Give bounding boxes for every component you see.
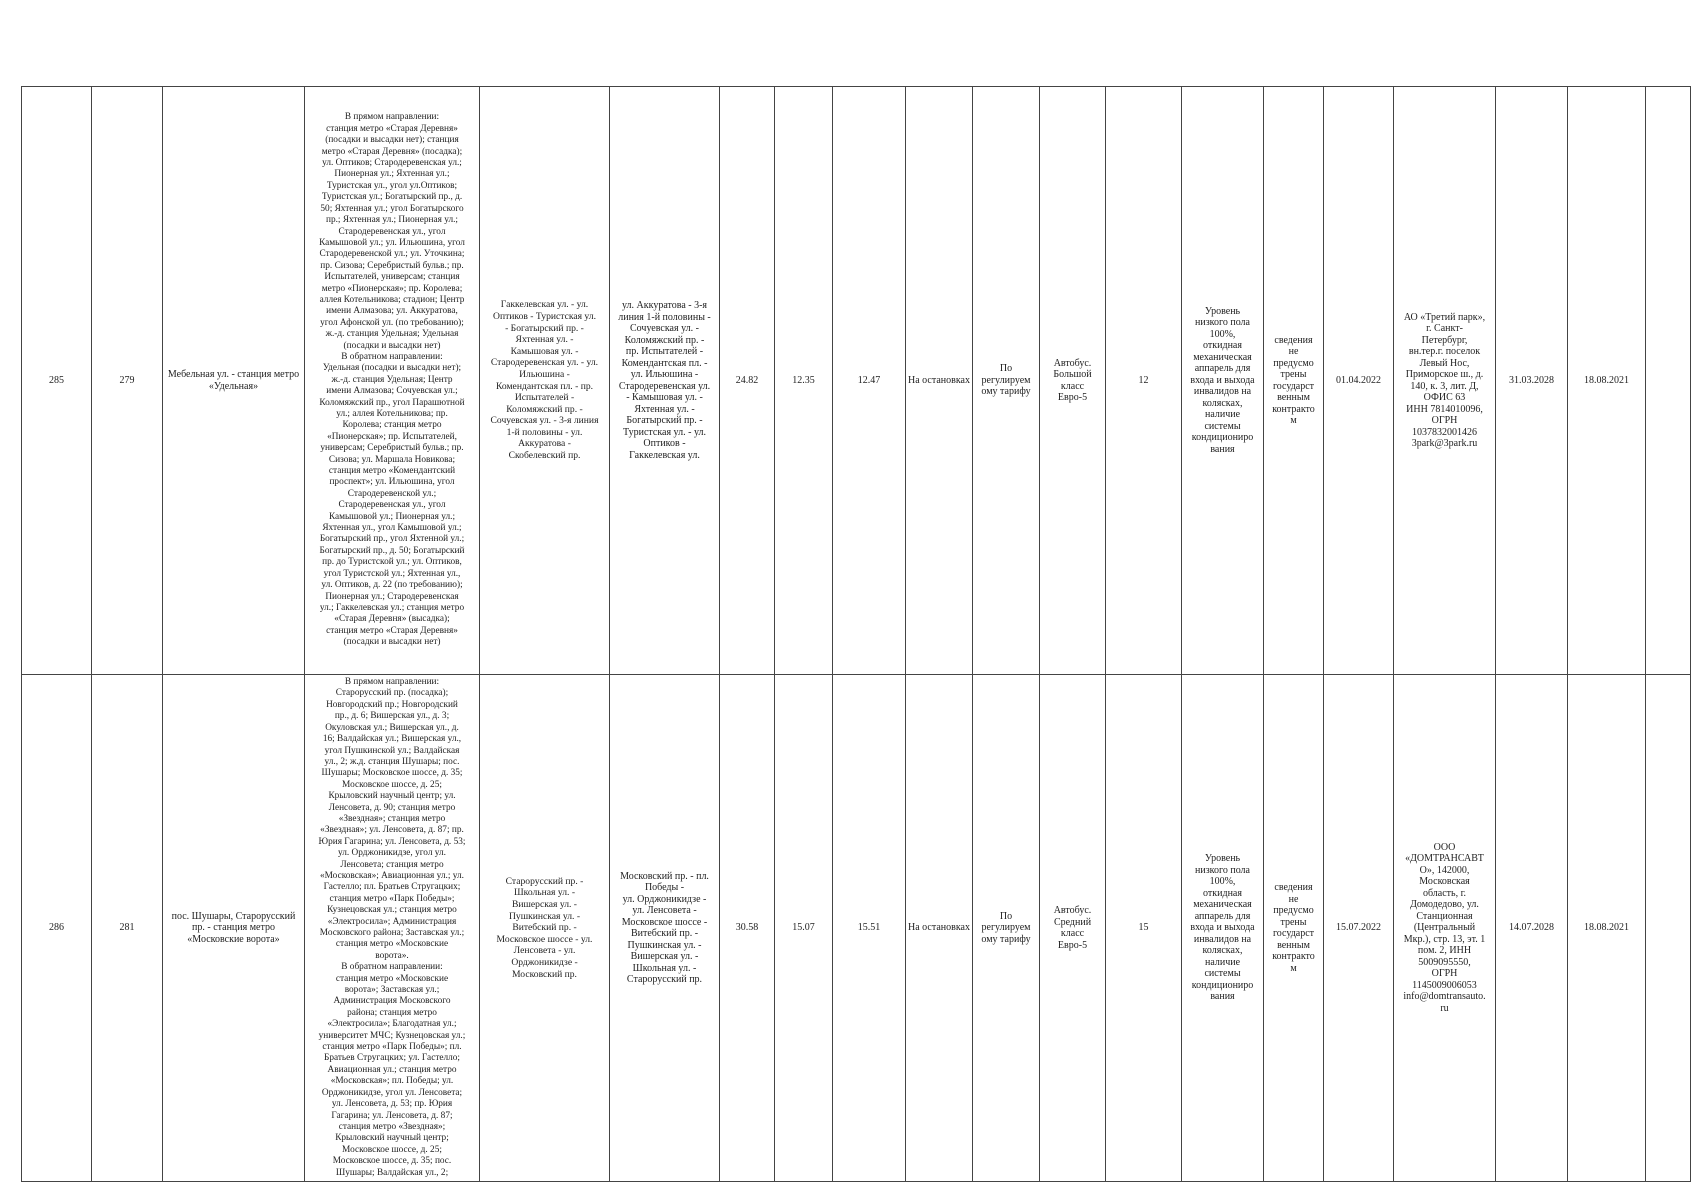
- cell-text-line: (посадки и высадки нет): [343, 340, 441, 351]
- cell-text-line: класс: [1060, 928, 1085, 939]
- cell-text-line: Автобус.: [1053, 357, 1092, 369]
- cell-text-line: университет МЧС; Кузнецовская ул.;: [318, 1030, 466, 1041]
- cell-text-line: государст: [1272, 380, 1315, 392]
- cell-text-line: Школьная ул. -: [632, 962, 697, 974]
- cell-text-line: Уровень: [1204, 305, 1241, 317]
- cell-text-line: Витебский пр. -: [512, 922, 577, 934]
- cell-text-line: ООО: [1433, 841, 1456, 853]
- cell-text-line: Победы -: [644, 882, 685, 893]
- cell-text-line: Яхтенная ул., угол Камышовой ул.;: [322, 523, 462, 534]
- cell-text-line: низкого пола: [1194, 864, 1250, 876]
- cell-text-line: колясках,: [1202, 397, 1243, 409]
- cell-text-line: Евро-5: [1057, 939, 1088, 951]
- cell-text-line: - Богатырский пр. -: [505, 322, 584, 334]
- cell-text-line: станция метро «Старая Деревня»: [326, 625, 458, 636]
- cell-text-line: аппарель для: [1194, 910, 1251, 922]
- route-number-cell: 279: [92, 87, 163, 675]
- cell-text-line: «Московская»; пл. Победы; ул.: [330, 1076, 454, 1087]
- cell-text-line: Авиационная ул.; станция метро: [327, 1064, 457, 1075]
- start-date-cell: 01.04.2022: [1324, 87, 1394, 675]
- vehicle-features-cell: [1182, 675, 1264, 1182]
- cell-text-line: ул. Ильюшина -: [630, 369, 699, 380]
- cell-text-line: системы: [1204, 968, 1241, 980]
- cell-text-line: станция метро «Московские: [335, 939, 449, 950]
- cell-text-line: Ленсовета; станция метро: [340, 859, 444, 870]
- cell-text-line: трены: [1280, 369, 1307, 380]
- cell-text-line: Гаккелевская ул. - ул.: [500, 299, 589, 311]
- cell-text-line: ж.-д. станция Удельная; Удельная: [325, 329, 459, 340]
- table-row: [22, 675, 1691, 1182]
- cell-text-line: района; станция метро: [347, 1007, 437, 1018]
- cell-text-line: Стародеревенской ул.; ул. Уточкина;: [319, 249, 465, 260]
- cell-text-line: пр. до Туристской ул.; ул. Оптиков,: [322, 557, 462, 568]
- cell-text-line: инвалидов на: [1193, 933, 1252, 945]
- cell-text-line: Сочуевская ул. - 3-я линия: [490, 415, 599, 427]
- cell-text-line: государст: [1272, 928, 1315, 939]
- cell-text-line: ОГРН: [1431, 415, 1458, 426]
- cell-text-line: (Центральный: [1413, 922, 1476, 934]
- route-name-cell: Мебельная ул. - станция метро «Удельная»: [163, 87, 305, 675]
- cell-text-line: АО «Третий парк»,: [1403, 311, 1486, 323]
- cell-text-line: Домодедово, ул.: [1410, 899, 1479, 911]
- cell-text-line: колясках,: [1202, 945, 1243, 957]
- cell-text-line: Камышовая ул. -: [510, 345, 579, 357]
- cell-text-line: Витебский пр. -: [630, 928, 699, 939]
- cell-text-line: Старорусский пр. (посадка);: [335, 688, 449, 699]
- cell-text-line: ул. Оптиков, д. 22 (по требованию);: [321, 580, 463, 591]
- cell-text-line: Старорусский пр.: [626, 974, 703, 985]
- cell-text-line: Орджоникидзе, угол ул. Ленсовета;: [321, 1087, 463, 1098]
- cell-text-line: вн.тер.г. поселок: [1408, 346, 1481, 357]
- cell-text-line: В обратном направлении:: [341, 351, 443, 362]
- cell-text-line: аллея Котельникова; стадион; Центр: [319, 294, 465, 305]
- length-reverse-cell: 12.47: [833, 87, 906, 675]
- registration-date-cell: 18.08.2021: [1568, 87, 1646, 675]
- cell-text-line: 1037832001426: [1412, 426, 1477, 438]
- cell-text-line: Яхтенная ул. -: [515, 334, 574, 346]
- cell-text-line: «Старая Деревня» (высадка);: [334, 614, 450, 625]
- cell-text-line: Сочуевская ул. -: [630, 323, 699, 334]
- cell-text-line: Уровень: [1204, 853, 1241, 865]
- cell-text-line: Московское шоссе - ул.: [496, 933, 593, 945]
- cell-text-line: Стародеревенская ул.: [618, 380, 711, 392]
- cell-text-line: входа и выхода: [1190, 374, 1255, 386]
- cell-text-line: ул. Орджоникидзе -: [622, 893, 707, 905]
- cell-text-line: ул. Ленсовета, д. 53; пр. Юрия: [331, 1099, 453, 1110]
- vehicle-features-cell: [1182, 87, 1264, 675]
- cell-text-line: Коломяжский пр., угол Парашютной: [319, 397, 465, 408]
- cell-text-line: не: [1288, 346, 1299, 357]
- cell-text-line: Московский пр.: [512, 968, 577, 980]
- vehicle-count-cell: 15: [1106, 675, 1182, 1182]
- cell-text-line: Крыловский научный центр; ул.: [328, 791, 456, 802]
- cell-text-line: Стародеревенская ул. - ул.: [490, 357, 599, 369]
- cell-text-line: «ДОМТРАНСАВТ: [1405, 853, 1484, 865]
- cell-text-line: Яхтенная ул. -: [634, 403, 695, 415]
- cell-text-line: Станционная: [1416, 910, 1473, 922]
- registration-date-cell: 18.08.2021: [1568, 675, 1646, 1182]
- stop-order-cell: На остановках: [906, 675, 973, 1182]
- cell-text-line: 100%,: [1209, 328, 1236, 340]
- cell-text-line: угол Пушкинской ул.; Валдайская: [324, 745, 460, 756]
- cell-text-line: ИНН 7814010096,: [1406, 403, 1483, 415]
- cell-text-line: Пушкинская ул. -: [508, 910, 581, 922]
- cell-text-line: Московская: [1419, 876, 1470, 888]
- cell-text-line: Комендантская пл. -: [621, 357, 708, 369]
- cell-text-line: Стародеревенская ул., угол: [338, 500, 446, 511]
- cell-text-line: Богатырский пр., д. 50; Богатырский: [319, 545, 465, 556]
- cell-text-line: Шушары; Валдайская ул., 2;: [335, 1167, 449, 1178]
- cell-text-line: ул.; аллея Котельникова; пр.: [336, 409, 448, 420]
- cell-text-line: венным: [1277, 939, 1310, 951]
- cell-text-line: Орджоникидзе -: [511, 956, 578, 968]
- cell-text-line: Гаккелевская ул.: [629, 449, 700, 461]
- cell-text-line: ОГРН: [1431, 968, 1458, 980]
- cell-text-line: м: [1290, 415, 1297, 426]
- cell-text-line: ул. Оптиков; Стародеревенская ул.;: [322, 158, 462, 169]
- cell-text-line: Братьев Стругацких; ул. Гастелло;: [323, 1053, 461, 1064]
- cell-text-line: Гагарина; ул. Ленсовета, д. 87;: [331, 1110, 453, 1121]
- cell-text-line: «Звездная»; ул. Ленсовета, д. 87; пр.: [320, 825, 464, 836]
- cell-text-line: Богатырский пр. -: [626, 415, 703, 426]
- cell-text-line: Московский пр. - пл.: [620, 870, 709, 882]
- cell-text-line: пом. 2, ИНН: [1417, 945, 1472, 957]
- cell-text-line: Пионерная ул.; Яхтенная ул.;: [334, 169, 450, 180]
- cell-text-line: Петербург,: [1421, 334, 1468, 346]
- cell-text-line: аппарель для: [1194, 363, 1251, 375]
- cell-text-line: откидная: [1203, 887, 1242, 899]
- cell-text-line: «Электросила»; Администрация: [327, 916, 457, 927]
- streets-reverse-cell: [610, 87, 720, 675]
- cell-text-line: Вишерская ул. -: [630, 951, 699, 962]
- cell-text-line: «Московская»; Авиационная ул.; ул.: [320, 870, 464, 881]
- route-number-cell: 281: [92, 675, 163, 1182]
- cell-text-line: кондициониро: [1191, 432, 1254, 444]
- cell-text-line: ул.; Гаккелевская ул.; станция метро: [319, 602, 465, 613]
- cell-text-line: 140, к. 3, лит. Д,: [1410, 380, 1479, 392]
- vehicle-count-cell: 12: [1106, 87, 1182, 675]
- cell-text-line: Автобус.: [1053, 905, 1092, 916]
- cell-text-line: пр. Сизова; Серебристый бульв.; пр.: [320, 260, 464, 271]
- cell-text-line: Московское шоссе -: [621, 916, 708, 928]
- cell-text-line: «Звездная»; станция метро: [338, 813, 446, 824]
- cell-text-line: Школьная ул. -: [513, 887, 576, 899]
- cell-text-line: Стародеревенская ул., угол: [338, 226, 446, 237]
- cell-text-line: Коломяжский пр. -: [624, 334, 705, 346]
- cell-text-line: 3park@3park.ru: [1411, 438, 1478, 449]
- cell-text-line: Ленсовета, д. 90; станция метро: [328, 802, 456, 813]
- cell-text-line: Вишерская ул. -: [512, 899, 577, 911]
- cell-text-line: не: [1288, 893, 1299, 905]
- vehicle-type-cell: [1040, 675, 1106, 1182]
- registry-number-cell: 286: [22, 675, 92, 1182]
- route-name-cell: пос. Шушары, Старорусский пр. - станция метро «Московские ворота»: [163, 675, 305, 1182]
- cell-text-line: Туристская ул. - ул.: [622, 426, 706, 438]
- cell-text-line: Туристская ул.; Богатырский пр., д.: [321, 192, 463, 203]
- cell-text-line: Шушары; Московское шоссе, д. 35;: [321, 768, 463, 779]
- cell-text-line: Сизова; ул. Маршала Новикова;: [328, 454, 456, 465]
- tariff-cell: По регулируем ому тарифу: [973, 675, 1040, 1182]
- cell-text-line: Оптиков - Туристская ул.: [493, 310, 596, 322]
- cell-text-line: Испытателей, универсам; станция: [324, 272, 460, 283]
- route-length-cell: 30.58: [720, 675, 775, 1182]
- cell-text-line: Аккуратова -: [518, 438, 571, 450]
- cell-text-line: пр., д. 6; Вишерская ул., д. 3;: [334, 711, 450, 722]
- cell-text-line: Левый Нос,: [1419, 357, 1470, 369]
- cell-text-line: Средний: [1053, 916, 1092, 928]
- cell-text-line: системы: [1204, 420, 1241, 432]
- length-reverse-cell: 15.51: [833, 675, 906, 1182]
- cell-text-line: Старорусский пр. -: [505, 875, 584, 887]
- cell-text-line: Комендантская пл. - пр.: [495, 380, 594, 392]
- stop-order-cell: На остановках: [906, 87, 973, 675]
- cell-text-line: станция метро «Парк Победы»;: [329, 893, 455, 904]
- cell-text-line: ru: [1440, 1002, 1449, 1014]
- cell-text-line: вания: [1210, 991, 1235, 1003]
- cell-text-line: пр. Испытателей -: [625, 346, 704, 357]
- cell-text-line: 1-й половины - ул.: [506, 426, 583, 438]
- streets-forward-cell: [480, 675, 610, 1182]
- length-forward-cell: 15.07: [775, 675, 833, 1182]
- cell-text-line: В прямом направлении:: [344, 112, 440, 123]
- registry-number-cell: 285: [22, 87, 92, 675]
- cell-text-line: Окуловская ул.; Вишерская ул., д.: [325, 722, 459, 733]
- cell-text-line: метро «Пионерская»; пр. Королева;: [321, 283, 463, 294]
- cell-text-line: 100%,: [1209, 876, 1236, 888]
- cell-text-line: угол Туристской ул.; Яхтенная ул.,: [323, 568, 461, 579]
- cell-text-line: проспект»; ул. Ильюшина, угол: [329, 477, 455, 488]
- end-date-cell: 31.03.2028: [1496, 87, 1568, 675]
- cell-text-line: ОФИС 63: [1423, 392, 1466, 403]
- length-forward-cell: 12.35: [775, 87, 833, 675]
- cell-text-line: Ленсовета - ул.: [513, 945, 576, 957]
- cell-text-line: ворота»; Заставская ул.;: [344, 985, 440, 996]
- cell-text-line: Оптиков -: [643, 438, 686, 449]
- cell-text-line: метро «Старая Деревня» (посадка);: [321, 146, 463, 157]
- cell-text-line: трены: [1280, 916, 1307, 928]
- vehicle-type-cell: [1040, 87, 1106, 675]
- cell-text-line: сведения: [1274, 334, 1313, 346]
- cell-text-line: Кузнецовская ул.; станция метро: [327, 905, 457, 916]
- cell-text-line: Администрация Московского: [333, 996, 451, 1007]
- cell-text-line: Новгородский пр.; Новгородский: [326, 699, 458, 710]
- cell-text-line: 50; Яхтенная ул.; угол Богатырского: [320, 203, 464, 214]
- cell-text-line: ж.-д. станция Удельная; Центр: [331, 374, 453, 385]
- stops-list-cell: [305, 675, 480, 1182]
- cell-text-line: Испытателей -: [514, 392, 575, 404]
- carrier-cell: [1394, 675, 1496, 1182]
- cell-text-line: 16; Валдайская ул.; Вишерская ул.,: [322, 734, 462, 745]
- cell-text-line: г. Санкт-: [1426, 323, 1463, 334]
- tariff-cell: По регулируем ому тарифу: [973, 87, 1040, 675]
- cell-text-line: линия 1-й половины -: [618, 311, 711, 323]
- cell-text-line: предусмо: [1273, 905, 1314, 916]
- cell-text-line: пр.; Яхтенная ул.; Пионерная ул.;: [325, 215, 459, 226]
- cell-text-line: станция метро «Старая Деревня»: [326, 123, 458, 134]
- cell-text-line: (посадки и высадки нет): [343, 637, 441, 648]
- cell-text-line: Гастелло; пл. Братьев Стругацких;: [323, 882, 461, 893]
- cell-text-line: Камышовой ул.; ул. Ильюшина, угол: [319, 237, 465, 248]
- table-row: [22, 87, 1691, 675]
- cell-text-line: откидная: [1203, 340, 1242, 352]
- cell-text-line: контракто: [1272, 403, 1315, 415]
- cell-text-line: Скобелевский пр.: [508, 450, 581, 462]
- cell-text-line: Стародеревенской ул.;: [347, 488, 437, 499]
- cell-text-line: ул., 2; ж.д. станция Шушары; пос.: [324, 756, 460, 767]
- cell-text-line: наличие: [1204, 956, 1241, 968]
- cell-text-line: «Пионерская»; пр. Испытателей,: [327, 431, 457, 442]
- cell-text-line: «Электросила»; Благодатная ул.;: [327, 1019, 457, 1030]
- cell-text-line: универсам; Серебристый бульв.; пр.: [320, 443, 464, 454]
- cell-text-line: имени Алмазова; Сочуевская ул.;: [326, 386, 458, 397]
- cell-text-line: 5009095550,: [1418, 956, 1471, 968]
- cell-text-line: - Камышовая ул. -: [626, 392, 703, 403]
- cell-text-line: Удельная (посадки и высадки нет);: [322, 363, 462, 374]
- cell-text-line: вания: [1210, 443, 1235, 455]
- cell-text-line: класс: [1060, 380, 1085, 392]
- cell-text-line: сведения: [1274, 882, 1313, 893]
- cell-text-line: контракто: [1272, 951, 1315, 962]
- route-registry-table: [21, 86, 1691, 1182]
- cell-text-line: имени Алмазова; ул. Аккуратова,: [326, 306, 458, 317]
- contract-info-cell: [1264, 675, 1324, 1182]
- cell-text-line: Королева; станция метро: [342, 420, 442, 431]
- streets-forward-cell: [480, 87, 610, 675]
- cell-text-line: предусмо: [1273, 357, 1314, 369]
- carrier-cell: [1394, 87, 1496, 675]
- cell-text-line: инвалидов на: [1193, 386, 1252, 398]
- cell-text-line: Коломяжский пр. -: [506, 403, 583, 415]
- cell-text-line: станция метро «Московские: [335, 973, 449, 984]
- cell-text-line: Ильюшина -: [519, 368, 570, 380]
- cell-text-line: Крыловский научный центр;: [335, 1133, 449, 1144]
- cell-text-line: наличие: [1204, 409, 1241, 421]
- cell-text-line: Московское шоссе, д. 35; пос.: [332, 1156, 452, 1167]
- cell-text-line: Туристская ул., угол ул.Оптиков;: [326, 180, 458, 191]
- cell-text-line: Юрия Гагарина; ул. Ленсовета, д. 53;: [318, 836, 466, 847]
- cell-text-line: станция метро «Парк Победы»; пл.: [322, 1042, 462, 1053]
- extra-cell: [1646, 87, 1691, 675]
- stops-list-cell: [305, 87, 480, 675]
- end-date-cell: 14.07.2028: [1496, 675, 1568, 1182]
- cell-text-line: ул. Ленсовета -: [632, 905, 697, 916]
- cell-text-line: Московское шоссе, д. 25;: [342, 779, 442, 790]
- cell-text-line: О», 142000,: [1419, 864, 1470, 876]
- cell-text-line: м: [1290, 962, 1297, 974]
- cell-text-line: Богатырский пр., угол Яхтенной ул.;: [319, 534, 465, 545]
- cell-text-line: кондициониро: [1191, 979, 1254, 991]
- cell-text-line: Приморское ш., д.: [1405, 369, 1484, 380]
- cell-text-line: Пионерная ул.; Стародеревенская: [325, 591, 459, 602]
- cell-text-line: станция метро «Звездная»;: [338, 1121, 446, 1132]
- cell-text-line: 1145009006053: [1412, 979, 1477, 991]
- cell-text-line: низкого пола: [1194, 317, 1250, 329]
- cell-text-line: ул. Орджоникидзе, угол ул.: [338, 848, 446, 859]
- cell-text-line: Московского района; Заставская ул.;: [319, 928, 465, 938]
- route-length-cell: 24.82: [720, 87, 775, 675]
- start-date-cell: 15.07.2022: [1324, 675, 1394, 1182]
- extra-cell: [1646, 675, 1691, 1182]
- cell-text-line: Большой: [1053, 369, 1092, 380]
- cell-text-line: ул. Аккуратова - 3-я: [621, 300, 708, 311]
- cell-text-line: (посадки и высадки нет); станция: [325, 135, 459, 146]
- cell-text-line: область, г.: [1422, 887, 1467, 899]
- cell-text-line: В прямом направлении:: [344, 677, 440, 688]
- streets-reverse-cell: [610, 675, 720, 1182]
- cell-text-line: входа и выхода: [1190, 922, 1255, 934]
- cell-text-line: В обратном направлении:: [341, 962, 443, 973]
- cell-text-line: механическая: [1193, 351, 1252, 363]
- cell-text-line: Евро-5: [1057, 392, 1088, 403]
- contract-info-cell: [1264, 87, 1324, 675]
- cell-text-line: Мкр.), стр. 13, эт. 1: [1403, 933, 1486, 945]
- cell-text-line: венным: [1277, 392, 1310, 403]
- cell-text-line: станция метро «Комендантский: [328, 466, 456, 477]
- cell-text-line: info@domtransauto.: [1403, 991, 1486, 1003]
- cell-text-line: механическая: [1193, 899, 1252, 911]
- cell-text-line: угол Афонской ул. (по требованию);: [320, 317, 464, 328]
- cell-text-line: Камышовой ул.; Пионерная ул.;: [328, 511, 456, 522]
- cell-text-line: Московское шоссе, д. 25;: [342, 1144, 442, 1155]
- cell-text-line: Пушкинская ул. -: [627, 939, 702, 951]
- cell-text-line: ворота».: [375, 950, 409, 961]
